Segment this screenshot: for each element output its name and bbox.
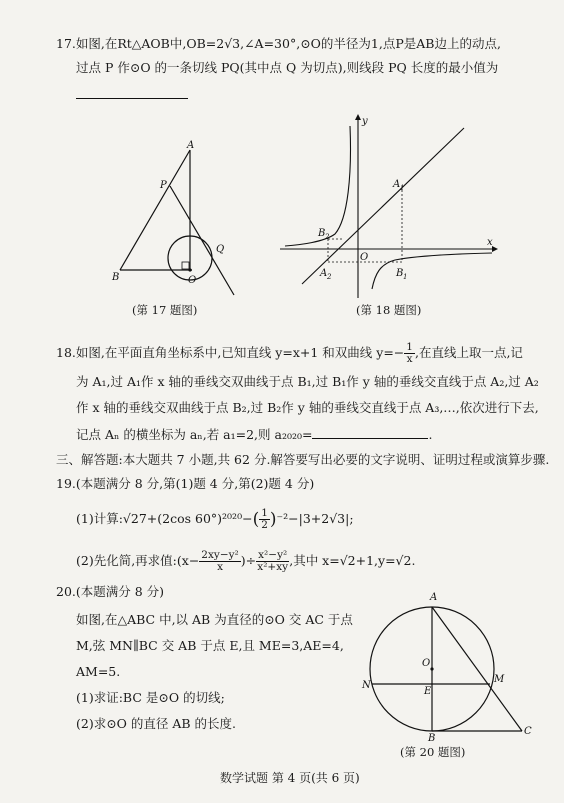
- q20-label-a: A: [430, 592, 438, 603]
- q20-label-o: O: [422, 658, 431, 669]
- q17-caption: (第 17 题图): [132, 303, 198, 317]
- q17-label-p: P: [160, 180, 167, 191]
- q18-label-b2: B: [318, 228, 326, 239]
- q18-label-x: x: [487, 237, 493, 248]
- q19-part1-a: (1)计算:√27+(2cos 60°)²⁰²⁰−: [76, 511, 253, 526]
- q18-caption: (第 18 题图): [356, 303, 422, 317]
- q19-part2-fraction1: $\frac{\text{2xy−y²}}{x}$: [201, 549, 239, 573]
- q20-label-n: N: [362, 680, 371, 691]
- q18-label-y: y: [362, 116, 368, 127]
- section3-heading: 三、解答题:本大题共 7 小题,共 62 分.解答要写出必要的文字说明、证明过程或演算步骤.: [56, 452, 550, 467]
- q19-part2-fraction2: $\frac{\text{x²−y²}}{\text{x²+xy}}$: [257, 549, 289, 573]
- q17-line1: 17.如图,在Rt△AOB中,OB=2√3,∠A=30°,⊙O的半径为1,点P是AB边上的动点,: [56, 36, 501, 51]
- q20-part2: (2)求⊙O 的直径 AB 的长度.: [76, 716, 237, 731]
- q20-figure: [360, 586, 540, 744]
- page-footer: 数学试题 第 4 页(共 6 页): [220, 771, 360, 785]
- q17-label-q: Q: [216, 244, 225, 255]
- q18-sub-b2: 2: [325, 233, 330, 241]
- q18-sub-a2: 2: [327, 273, 332, 281]
- q18-answer-blank: [312, 426, 428, 439]
- q17-label-a: A: [187, 140, 195, 151]
- q18-sub-a1: 1: [400, 184, 405, 192]
- q20-body3: AM=5.: [76, 664, 121, 679]
- q18-line4: 记点 Aₙ 的横坐标为 aₙ,若 a₁=2,则 a₂₀₂₀= .: [76, 427, 433, 442]
- q18-label-a2: A: [320, 268, 328, 279]
- q18-label-b1: B: [396, 268, 404, 279]
- q20-part1: (1)求证:BC 是⊙O 的切线;: [76, 690, 225, 705]
- q18-label-o: O: [360, 252, 369, 263]
- q18-figure: [280, 114, 500, 300]
- q20-label-m: M: [494, 674, 505, 685]
- q19-part1: (1)计算:√27+(2cos 60°)²⁰²⁰−( $\frac{1}{2}$ )⁻²−|3+2√3|;: [76, 507, 354, 531]
- q18-label-a1: A: [393, 179, 401, 190]
- q19-part2-b: )÷: [240, 553, 257, 568]
- q20-header: 20.(本题满分 8 分): [56, 584, 165, 599]
- q19-part2-a: (2)先化简,再求值:(x−: [76, 553, 200, 568]
- q18-sub-b1: 1: [403, 273, 408, 281]
- q18-line4-text: 记点 Aₙ 的横坐标为 aₙ,若 a₁=2,则 a₂₀₂₀=: [76, 427, 313, 442]
- q20-body1: 如图,在△ABC 中,以 AB 为直径的⊙O 交 AC 于点: [76, 612, 353, 627]
- q20-caption: (第 20 题图): [400, 745, 466, 759]
- q17-label-b: B: [112, 272, 120, 283]
- q18-line1: [56, 342, 523, 365]
- q17-figure: [110, 140, 250, 300]
- q18-line3: 作 x 轴的垂线交双曲线于点 B₂,过 B₂作 y 轴的垂线交直线于点 A₃,…,依次进行下去,: [76, 400, 539, 415]
- q19-part1-b: ⁻²−|3+2√3|;: [276, 511, 354, 526]
- q17-label-o: O: [188, 275, 197, 286]
- q20-body2: M,弦 MN∥BC 交 AB 于点 E,且 ME=3,AE=4,: [76, 638, 344, 653]
- q18-fraction: $\frac{1}{x}$: [406, 341, 413, 365]
- q17-line2: 过点 P 作⊙O 的一条切线 PQ(其中点 Q 为切点),则线段 PQ 长度的最小值为: [76, 60, 499, 75]
- q19-part2: [76, 550, 415, 573]
- q18-line1-a: 18.如图,在平面直角坐标系中,已知直线 y=x+1 和双曲线 y=−: [56, 345, 405, 360]
- q17-answer-blank: [76, 86, 188, 99]
- q19-header: 19.(本题满分 8 分,第(1)题 4 分,第(2)题 4 分): [56, 476, 315, 491]
- q18-line1-b: ,在直线上取一点,记: [414, 345, 523, 360]
- q20-label-c: C: [524, 726, 532, 737]
- q20-label-b: B: [428, 733, 436, 744]
- q19-part1-fraction: $\frac{1}{2}$: [261, 507, 268, 531]
- q19-part2-c: ,其中 x=√2+1,y=√2.: [289, 553, 416, 568]
- q18-line2: 为 A₁,过 A₁作 x 轴的垂线交双曲线于点 B₁,过 B₁作 y 轴的垂线交直线于点 A₂,过 A₂: [76, 374, 539, 389]
- q20-label-e: E: [424, 686, 432, 697]
